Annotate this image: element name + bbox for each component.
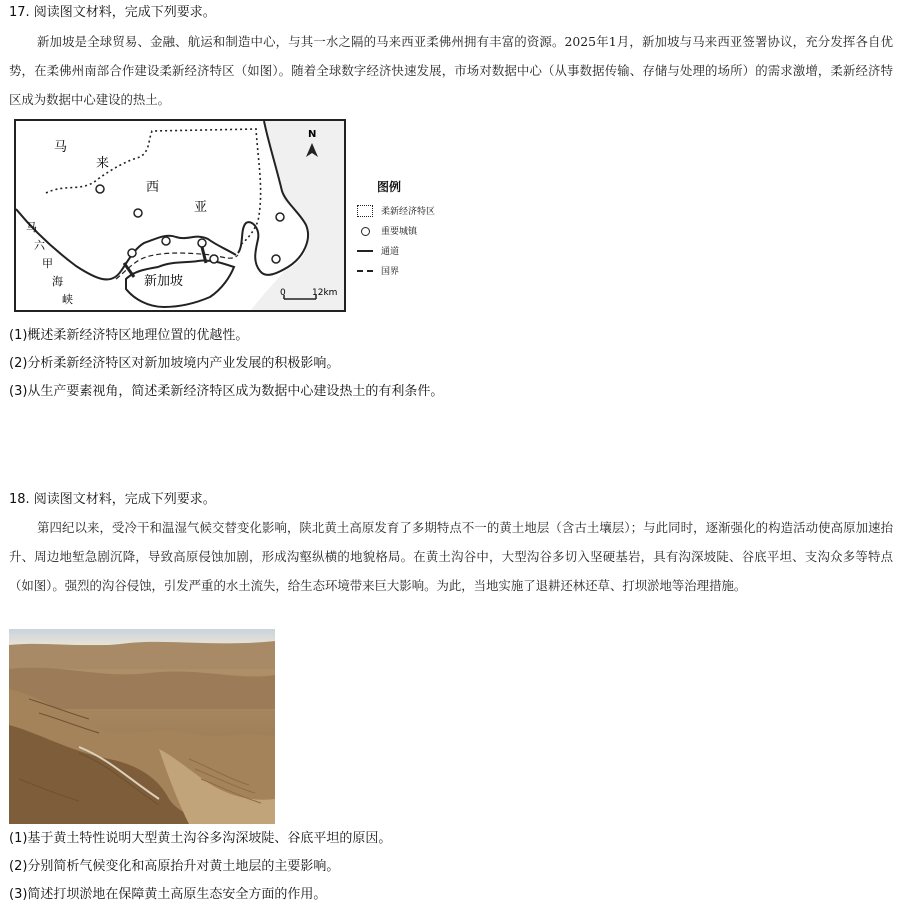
- causeway-west: [124, 263, 134, 277]
- strait-char: 六: [34, 239, 45, 252]
- legend-road: 通道: [381, 247, 400, 257]
- town-marker: [210, 255, 218, 263]
- town-marker: [272, 255, 280, 263]
- road-legend-icon: [357, 245, 373, 257]
- town-marker: [128, 249, 136, 257]
- legend-border: 国界: [381, 267, 400, 277]
- town-marker: [276, 213, 284, 221]
- legend-sez: 柔新经济特区: [381, 207, 436, 217]
- strait-char: 甲: [42, 257, 53, 270]
- q18-heading: 18. 阅读图文材料，完成下列要求。: [9, 492, 216, 507]
- map-label-xi: 西: [146, 180, 160, 195]
- legend-title: 图例: [377, 180, 402, 194]
- q17-question-2: (2)分析柔新经济特区对新加坡境内产业发展的积极影响。: [9, 356, 340, 371]
- q17-question-3: (3)从生产要素视角，简述柔新经济特区成为数据中心建设热土的有利条件。: [9, 384, 444, 399]
- map-label-ya: 亚: [194, 200, 208, 215]
- q17-map: [14, 119, 346, 312]
- legend-town: 重要城镇: [381, 227, 418, 237]
- q17-paragraph: 新加坡是全球贸易、金融、航运和制造中心，与其一水之隔的马来西亚柔佛州拥有丰富的资源。2025年1月，新加坡与马来西亚签署协议，充分发挥各自优势，在柔佛州南部合作建设柔新经济特区（如图）。随着全球数字经济快速发展，市场对数据中心（从事数据传输、存储与处理的场所）的需求激增，柔新经济特区成为数据中心建设的热土。: [9, 34, 893, 107]
- border-legend-icon: [357, 265, 373, 277]
- map-drawing: [16, 121, 344, 310]
- map-label-singapore: 新加坡: [144, 274, 184, 289]
- strait-char: 峡: [62, 293, 73, 306]
- strait-char: 海: [52, 275, 63, 288]
- q17-heading: 17. 阅读图文材料，完成下列要求。: [9, 5, 216, 20]
- map-legend: [355, 178, 475, 288]
- q18-question-3: (3)简述打坝淤地在保障黄土高原生态安全方面的作用。: [9, 887, 327, 902]
- sez-legend-icon: [357, 205, 373, 217]
- q18-question-1: (1)基于黄土特性说明大型黄土沟谷多沟深坡陡、谷底平坦的原因。: [9, 831, 392, 846]
- west-coast: [16, 209, 121, 279]
- scale-zero: 0: [280, 288, 286, 298]
- q17-question-1: (1)概述柔新经济特区地理位置的优越性。: [9, 328, 249, 343]
- town-marker: [198, 239, 206, 247]
- town-marker: [162, 237, 170, 245]
- town-marker: [134, 209, 142, 217]
- strait-char: 马: [26, 221, 37, 234]
- loess-gully-photo: [9, 629, 275, 824]
- scale-label: 12km: [312, 288, 338, 298]
- town-marker: [96, 185, 104, 193]
- q18-question-2: (2)分别简析气候变化和高原抬升对黄土地层的主要影响。: [9, 859, 340, 874]
- north-label: N: [308, 129, 317, 140]
- map-label-ma: 马: [54, 140, 68, 155]
- town-legend-icon: [357, 225, 373, 237]
- q18-paragraph: 第四纪以来，受冷干和温湿气候交替变化影响，陕北黄土高原发育了多期特点不一的黄土地层（含古土壤层）；与此同时，逐渐强化的构造活动使高原加速抬升、周边地堑急剧沉降，导致高原侵蚀加剧，形成沟壑纵横的地貌格局。在黄土沟谷中，大型沟谷多切入坚硬基岩，具有沟深坡陡、谷底平坦、支沟众多等特点（如图）。强烈的沟谷侵蚀，引发严重的水土流失，给生态环境带来巨大影响。为此，当地实施了退耕还林还草、打坝淤地等治理措施。: [9, 520, 893, 593]
- map-label-lai: 来: [96, 156, 110, 171]
